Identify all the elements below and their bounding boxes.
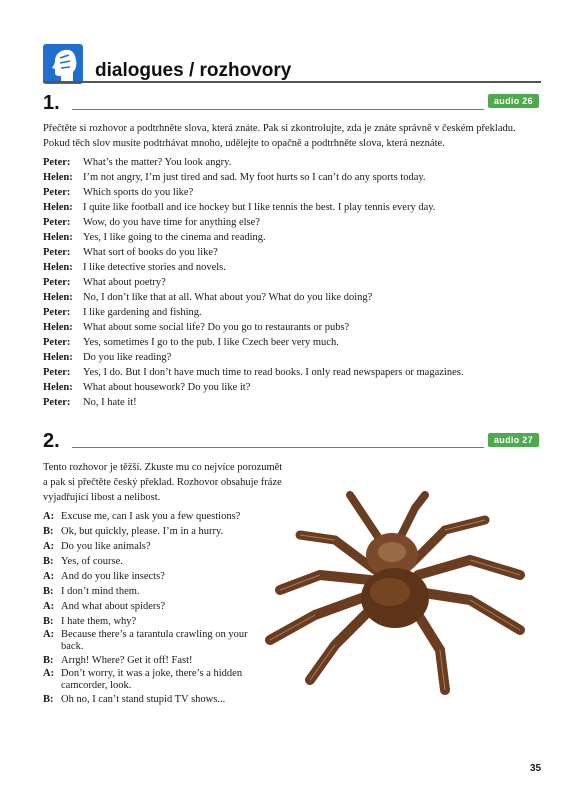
dialogue-line [43, 614, 261, 629]
dialogue-text: I hate them, why? [61, 616, 137, 627]
dialogue-text: Don’t worry, it was a joke, there’s a hidden camcorder, look. [61, 668, 243, 691]
audio-27-badge[interactable]: audio 27 [488, 433, 539, 447]
dialogue-text: And what about spiders? [61, 601, 166, 612]
speaker-label: Helen: [43, 352, 73, 363]
speaker-label: Peter: [43, 217, 71, 228]
section-1-rule [72, 109, 484, 110]
speaker-label: B: [43, 586, 54, 597]
dialogue-text: I quite like football and ice hockey but I like tennis the best. I play tennis every day. [83, 202, 436, 213]
dialogue-text: What’s the matter? You look angry. [83, 157, 232, 168]
dialogue-line [43, 215, 463, 230]
dialogue-text: Excuse me, can I ask you a few questions? [61, 511, 241, 522]
dialogue-text: Yes, I do. But I don’t have much time to read books. I only read newspapers or magazines. [83, 367, 464, 378]
section-1-instructions [43, 121, 516, 151]
speaker-label: Helen: [43, 292, 73, 303]
dialogue-line [43, 599, 261, 614]
dialogue-text: Do you like reading? [83, 352, 172, 363]
dialogue-text: I like detective stories and novels. [83, 262, 226, 273]
dialogue-text: I like gardening and fishing. [83, 307, 202, 318]
speaker-label: B: [43, 694, 54, 705]
speaker-label: B: [43, 526, 54, 537]
dialogue-line [43, 275, 463, 290]
speaker-label: Helen: [43, 322, 73, 333]
speaker-label: A: [43, 629, 55, 640]
dialogue-text: Yes, of course. [61, 556, 123, 567]
tarantula-image [240, 480, 540, 700]
dialogue-line [43, 320, 463, 335]
speaker-label: Peter: [43, 307, 71, 318]
dialogue-2 [43, 509, 261, 707]
speaker-label: Peter: [43, 337, 71, 348]
speaker-label: B: [43, 616, 54, 627]
instruction-line: Pokud těch slov musíte podtrhávat mnoho, udělejte to opačně a podtrhněte slova, která neznáte. [43, 138, 445, 149]
dialogue-text: What about housework? Do you like it? [83, 382, 251, 393]
dialogue-text: Yes, sometimes I go to the pub. I like Czech beer very much. [83, 337, 339, 348]
page-number: 35 [530, 763, 542, 774]
speaker-label: Helen: [43, 202, 73, 213]
dialogue-line [43, 230, 463, 245]
speaker-label: A: [43, 511, 55, 522]
dialogue-line [43, 155, 463, 170]
dialogue-line [43, 692, 261, 707]
dialogue-text: Ok, but quickly, please. I’m in a hurry. [61, 526, 224, 537]
dialogue-line [43, 569, 261, 584]
dialogue-line [43, 554, 261, 569]
dialogue-text: What about poetry? [83, 277, 166, 288]
dialogue-text: No, I hate it! [83, 397, 137, 408]
dialogue-line [43, 260, 463, 275]
speaker-label: B: [43, 655, 54, 666]
speaker-label: A: [43, 668, 55, 679]
dialogue-line [43, 185, 463, 200]
dialogue-line [43, 653, 261, 668]
profile-head-icon [43, 44, 83, 84]
dialogue-text: Do you like animals? [61, 541, 151, 552]
dialogue-line [43, 365, 463, 380]
speaker-label: A: [43, 601, 55, 612]
dialogue-1 [43, 155, 463, 410]
dialogue-line [43, 668, 261, 692]
dialogue-text: Wow, do you have time for anything else? [83, 217, 260, 228]
speaker-label: A: [43, 571, 55, 582]
dialogue-line [43, 350, 463, 365]
instruction-line: vyjadřující libost a nelibost. [43, 492, 161, 503]
dialogue-text: And do you like insects? [61, 571, 165, 582]
dialogue-text: What about some social life? Do you go to restaurants or pubs? [83, 322, 350, 333]
dialogue-line [43, 335, 463, 350]
dialogue-line [43, 290, 463, 305]
section-1-number: 1. [43, 92, 60, 114]
speaker-label: Peter: [43, 397, 71, 408]
section-2-number: 2. [43, 430, 60, 452]
speaker-label: Peter: [43, 367, 71, 378]
dialogue-line [43, 305, 463, 320]
dialogue-text: What sort of books do you like? [83, 247, 218, 258]
page-title: dialogues / rozhovory [95, 60, 292, 81]
speaker-label: B: [43, 556, 54, 567]
speaker-label: Helen: [43, 232, 73, 243]
dialogue-line [43, 524, 261, 539]
speaker-label: Peter: [43, 247, 71, 258]
dialogue-line [43, 509, 261, 524]
header-rule [43, 81, 541, 83]
speaker-label: Peter: [43, 157, 71, 168]
dialogue-text: Oh no, I can’t stand stupid TV shows... [61, 694, 226, 705]
dialogue-text: I’m not angry, I’m just tired and sad. My foot hurts so I can’t do any sports today. [83, 172, 426, 183]
dialogue-line [43, 200, 463, 215]
instruction-line: a pak si přečtěte český překlad. Rozhovor obsahuje fráze [43, 477, 282, 488]
speaker-label: Peter: [43, 187, 71, 198]
dialogue-text: Yes, I like going to the cinema and reading. [83, 232, 266, 243]
dialogue-line [43, 629, 261, 653]
speaker-label: Helen: [43, 382, 73, 393]
dialogue-text: I don’t mind them. [61, 586, 140, 597]
speaker-label: A: [43, 541, 55, 552]
section-2-rule [72, 447, 484, 448]
dialogue-text: Arrgh! Where? Get it off! Fast! [61, 655, 193, 666]
dialogue-text: Because there’s a tarantula crawling on your back. [61, 629, 248, 652]
dialogue-text: No, I don’t like that at all. What about you? What do you like doing? [83, 292, 373, 303]
instruction-line: Přečtěte si rozhovor a podtrhněte slova, která znáte. Pak si zkontrolujte, zda je znáte správně v českém překladu. [43, 123, 516, 134]
dialogue-line [43, 539, 261, 554]
instruction-line: Tento rozhovor je těžší. Zkuste mu co nejvíce porozumět [43, 462, 283, 473]
dialogue-line [43, 245, 463, 260]
dialogue-line [43, 395, 463, 410]
audio-26-badge[interactable]: audio 26 [488, 94, 539, 108]
dialogue-line [43, 170, 463, 185]
dialogue-text: Which sports do you like? [83, 187, 194, 198]
logo-icon [43, 44, 83, 84]
speaker-label: Peter: [43, 277, 71, 288]
speaker-label: Helen: [43, 262, 73, 273]
speaker-label: Helen: [43, 172, 73, 183]
dialogue-line [43, 380, 463, 395]
dialogue-line [43, 584, 261, 599]
